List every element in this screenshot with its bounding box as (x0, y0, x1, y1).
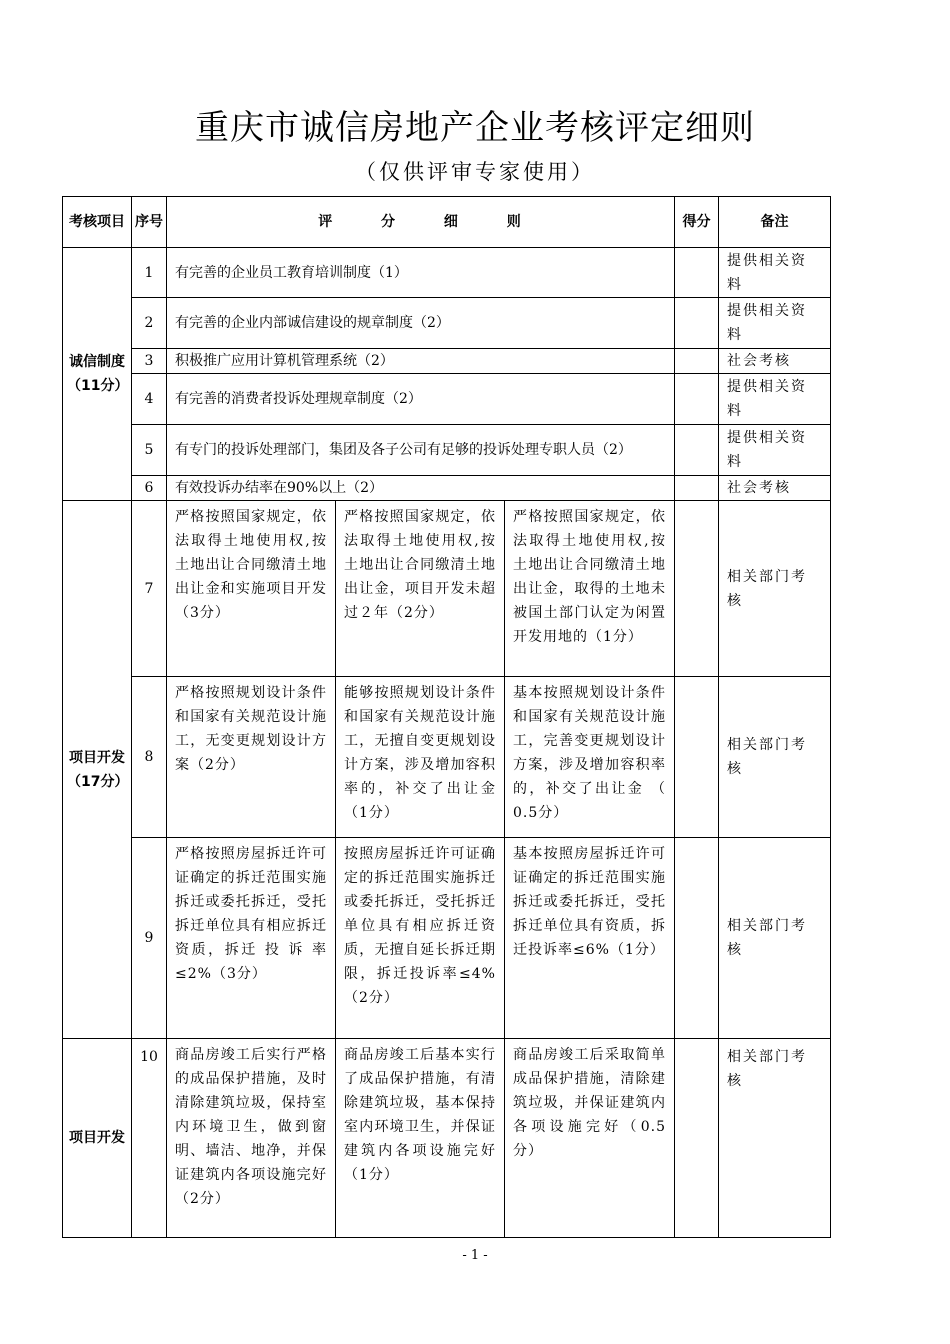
row-number: 9 (132, 838, 167, 1039)
header-rules: 评 分 细 则 (167, 197, 675, 248)
table-row (63, 425, 831, 476)
rule-text: 有完善的企业内部诚信建设的规章制度（2） (167, 298, 675, 349)
category-cell: 项目开发 (63, 1039, 132, 1238)
note-cell: 提供相关资料 (719, 425, 831, 476)
table-row (63, 501, 831, 677)
note-cell: 提供相关资料 (719, 374, 831, 425)
note-cell: 相关部门考核 (719, 501, 831, 677)
header-no: 序号 (132, 197, 167, 248)
rule-level-3: 基本按照规划设计条件和国家有关规范设计施工，完善变更规划设计方案，涉及增加容积率的，补交了出让金 （ 0.5分） (505, 677, 675, 838)
page-title: 重庆市诚信房地产企业考核评定细则 (195, 108, 755, 148)
page-subtitle: （仅供评审专家使用） (355, 160, 595, 184)
note-cell: 相关部门考核 (719, 1039, 831, 1238)
rule-level-3: 严格按照国家规定，依法取得土地使用权,按土地出让合同缴清土地出让金，取得的土地未被国土部门认定为闲置开发用地的（1分） (505, 501, 675, 677)
table-row (63, 1039, 831, 1238)
score-cell[interactable] (675, 298, 719, 349)
note-cell: 提供相关资料 (719, 248, 831, 298)
rule-level-2: 商品房竣工后基本实行了成品保护措施，有清除建筑垃圾，基本保持室内环境卫生，并保证建筑内各项设施完好（1分） (336, 1039, 505, 1238)
score-cell[interactable] (675, 501, 719, 677)
score-cell[interactable] (675, 349, 719, 374)
rule-level-1: 商品房竣工后实行严格的成品保护措施，及时清除建筑垃圾，保持室内环境卫生，做到窗明、墙洁、地净，并保证建筑内各项设施完好 （2分） (167, 1039, 336, 1238)
note-cell: 社会考核 (719, 476, 831, 501)
rule-level-2: 按照房屋拆迁许可证确定的拆迁范围实施拆迁或委托拆迁，受托拆迁单位具有相应拆迁资质，无擅自延长拆迁期限，拆迁投诉率≤4% （2分） (336, 838, 505, 1039)
score-cell[interactable] (675, 374, 719, 425)
rule-level-1: 严格按照房屋拆迁许可证确定的拆迁范围实施拆迁或委托拆迁，受托拆迁单位具有相应拆迁资质，拆迁 投 诉 率≤2%（3分） (167, 838, 336, 1039)
rule-text: 有完善的企业员工教育培训制度（1） (167, 248, 675, 298)
rule-level-2: 严格按照国家规定，依法取得土地使用权,按土地出让合同缴清土地出让金，项目开发未超过２年（2分） (336, 501, 505, 677)
score-cell[interactable] (675, 476, 719, 501)
table-row (63, 298, 831, 349)
table-row (63, 677, 831, 838)
rule-text: 有专门的投诉处理部门，集团及各子公司有足够的投诉处理专职人员（2） (167, 425, 675, 476)
header-score: 得分 (675, 197, 719, 248)
header-note: 备注 (719, 197, 831, 248)
row-number: 2 (132, 298, 167, 349)
rule-text: 有完善的消费者投诉处理规章制度（2） (167, 374, 675, 425)
score-cell[interactable] (675, 677, 719, 838)
score-cell[interactable] (675, 838, 719, 1039)
note-cell: 提供相关资料 (719, 298, 831, 349)
table-row (63, 248, 831, 298)
score-cell[interactable] (675, 248, 719, 298)
rule-level-1: 严格按照国家规定，依法取得土地使用权,按土地出让合同缴清土地出让金和实施项目开发（3分） (167, 501, 336, 677)
header-category: 考核项目 (63, 197, 132, 248)
row-number: 4 (132, 374, 167, 425)
table-row (63, 349, 831, 374)
row-number: 5 (132, 425, 167, 476)
row-number: 8 (132, 677, 167, 838)
rule-text: 有效投诉办结率在90%以上（2） (167, 476, 675, 501)
assessment-table (62, 196, 831, 1238)
table-header-row (63, 197, 831, 248)
score-cell[interactable] (675, 1039, 719, 1238)
page-number: - 1 - (462, 1248, 488, 1263)
category-cell: 诚信制度（11分） (63, 248, 132, 501)
table-row (63, 374, 831, 425)
row-number: 1 (132, 248, 167, 298)
row-number: 10 (132, 1039, 167, 1238)
row-number: 7 (132, 501, 167, 677)
rule-level-3: 基本按照房屋拆迁许可证确定的拆迁范围实施拆迁或委托拆迁，受托拆迁单位具有资质，拆迁投诉率≤6%（1分） (505, 838, 675, 1039)
rule-text: 积极推广应用计算机管理系统（2） (167, 349, 675, 374)
score-cell[interactable] (675, 425, 719, 476)
note-cell: 相关部门考核 (719, 838, 831, 1039)
note-cell: 相关部门考核 (719, 677, 831, 838)
table-row (63, 476, 831, 501)
row-number: 3 (132, 349, 167, 374)
rule-level-3: 商品房竣工后采取简单成品保护措施，清除建筑垃圾，并保证建筑内各项设施完好（0.5分） (505, 1039, 675, 1238)
table-row (63, 838, 831, 1039)
category-cell: 项目开发（17分） (63, 501, 132, 1039)
row-number: 6 (132, 476, 167, 501)
rule-level-1: 严格按照规划设计条件和国家有关规范设计施工，无变更规划设计方案（2分） (167, 677, 336, 838)
rule-level-2: 能够按照规划设计条件和国家有关规范设计施工，无擅自变更规划设计方案，涉及增加容积率的，补交了出让金 （1分） (336, 677, 505, 838)
note-cell: 社会考核 (719, 349, 831, 374)
